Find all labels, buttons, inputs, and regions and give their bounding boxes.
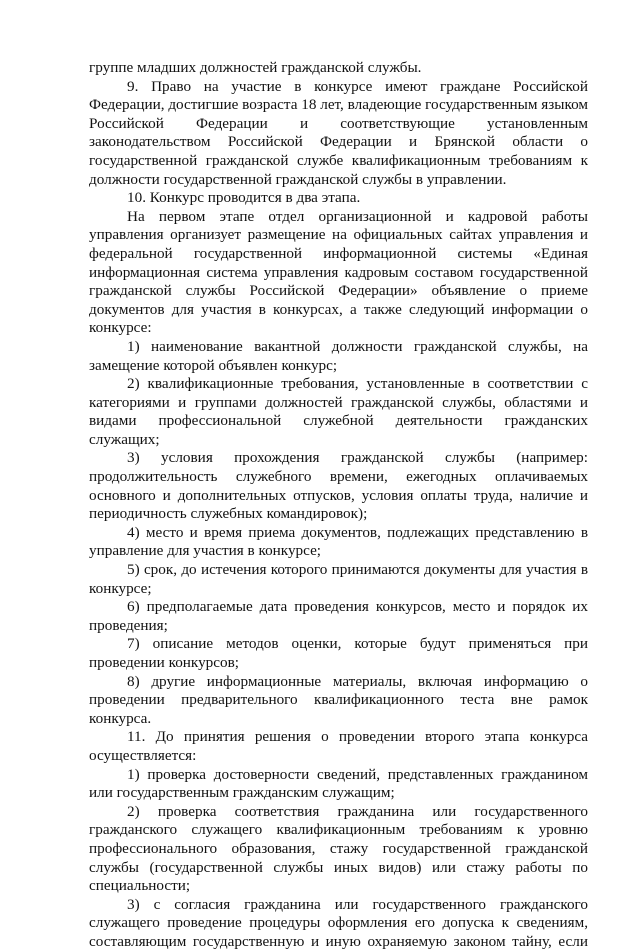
list-item-4-place-and-time: 4) место и время приема документов, подлежащих представлению в управление для участия в конкурсе; (89, 523, 588, 560)
list-item-6-date-and-place: 6) предполагаемые дата проведения конкурсов, место и порядок их проведения; (89, 598, 588, 634)
list-item-1-vacancy-name: 1) наименование вакантной должности гражданской службы, на замещение которой объявлен конкурс; (89, 337, 588, 374)
paragraph-continuation: группе младших должностей гражданской службы. (89, 59, 422, 76)
paragraph-11-before-second-stage: 11. До принятия решения о проведении второго этапа конкурса осуществляется: (89, 728, 588, 764)
list-item-1-verification: 1) проверка достоверности сведений, представленных гражданином или государственным гражданским служащим; (89, 765, 588, 802)
list-item-3-clearance-procedure: 3) с согласия гражданина или государственного гражданского служащего проведение процедуры оформления его допуска к сведениям, составляющим государственную и иную охраняемую законом тайну, если (89, 895, 588, 950)
document-page (89, 59, 588, 952)
list-item-3-service-conditions: 3) условия прохождения гражданской службы (например: продолжительность служебного времени, ежегодных оплачиваемых основного и дополнительных отпусков, условия оплаты труда, наличие и периодичность служебных командировок); (89, 449, 588, 523)
list-item-8-other-materials: 8) другие информационные материалы, включая информацию о проведении предварительного квалификационного теста вне рамок конкурса. (89, 672, 588, 727)
list-item-2-compliance-check: 2) проверка соответствия гражданина или государственного гражданского служащего квалификационным требованиям к уровню профессионального образования, стажу государственной гражданской службы (государственной службы иных видов) или стажу работы по специальности; (89, 802, 588, 895)
paragraph-9-participation-right: 9. Право на участие в конкурсе имеют граждане Российской Федерации, достигшие возраста 18 лет, владеющие государственным языком Российской Федерации и соответствующие установленным законодательством Российской Федерации и Брянской области о государственной гражданской службе квалификационным требованиям к должности государственной гражданской службы в управлении. (89, 77, 588, 188)
list-item-7-evaluation-methods: 7) описание методов оценки, которые будут применяться при проведении конкурсов; (89, 635, 588, 671)
list-item-5-deadline: 5) срок, до истечения которого принимаются документы для участия в конкурсе; (89, 561, 588, 597)
list-item-2-qualification-requirements: 2) квалификационные требования, установленные в соответствии с категориями и группами должностей гражданской службы, областями и видами профессиональной служебной деятельности гражданских служащих; (89, 375, 588, 448)
paragraph-10-two-stages: 10. Конкурс проводится в два этапа. (127, 189, 361, 207)
paragraph-first-stage: На первом этапе отдел организационной и кадровой работы управления организует размещение на официальных сайтах управления и федеральной государственной информационной системы «Единая информационная система управления кадровым составом государственной гражданской службы Российской Федерации» объявление о приеме документов для участия в конкурсах, а также следующий информации о конкурсе: (89, 207, 588, 337)
